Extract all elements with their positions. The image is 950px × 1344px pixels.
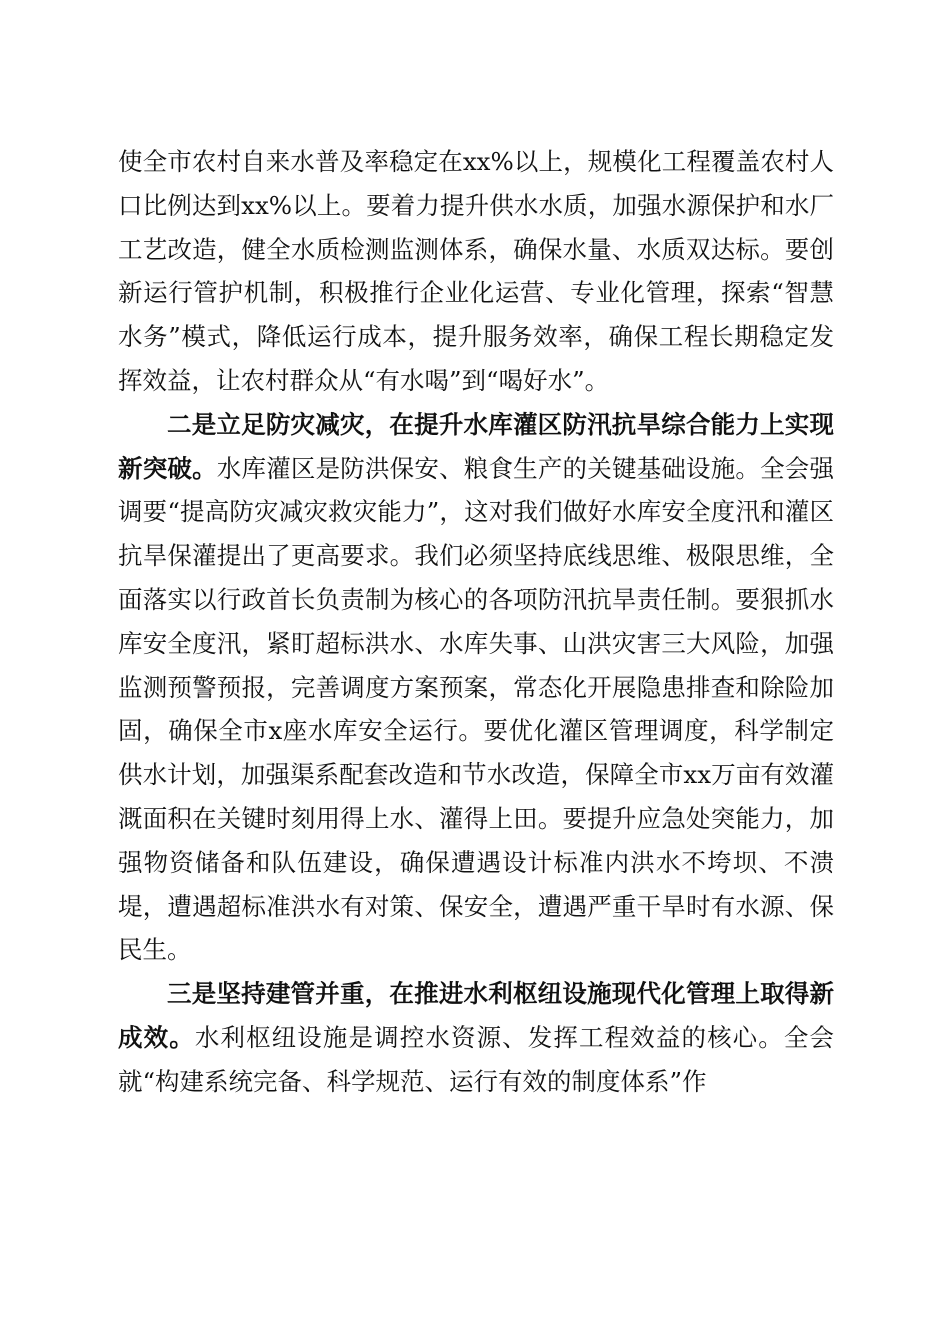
paragraph-body: 水利枢纽设施是调控水资源、发挥工程效益的核心。全会就“构建系统完备、科学规范、运行有效的制度体系”作 (118, 1022, 835, 1096)
paragraph-body: 水库灌区是防洪保安、粮食生产的关键基础设施。全会强调要“提高防灾减灾救灾能力”，这对我们做好水库安全度汛和灌区抗旱保灌提出了更高要求。我们必须坚持底线思维、极限思维，全面落实以行政首长负责制为核心的各项防汛抗旱责任制。要狠抓水库安全度汛，紧盯超标洪水、水库失事、山洪灾害三大风险，加强监测预警预报，完善调度方案预案，常态化开展隐患排查和除险加固，确保全市x座水库安全运行。要优化灌区管理调度，科学制定供水计划，加强渠系配套改造和节水改造，保障全市xx万亩有效灌溉面积在关键时刻用得上水、灌得上田。要提升应急处突能力，加强物资储备和队伍建设，确保遭遇设计标准内洪水不垮坝、不溃堤，遭遇超标准洪水有对策、保安全，遭遇严重干旱时有水源、保民生。 (118, 453, 835, 965)
document-body (118, 140, 834, 1104)
paragraph-hub-management (118, 972, 834, 1103)
paragraph-body: 使全市农村自来水普及率稳定在xx%以上，规模化工程覆盖农村人口比例达到xx%以上。要着力提升供水水质，加强水源保护和水厂工艺改造，健全水质检测监测体系，确保水量、水质双达标。要创新运行管护机制，积极推行企业化运营、专业化管理，探索“智慧水务”模式，降低运行成本，提升服务效率，确保工程长期稳定发挥效益，让农村群众从“有水喝”到“喝好水”。 (118, 147, 834, 395)
paragraph-lead: 二是立足防灾减灾，在提升水库灌区防汛抗旱综合能力上实现新突破。 (118, 409, 834, 483)
paragraph-disaster-prevention (118, 403, 834, 972)
paragraph-continuation (118, 140, 834, 403)
paragraph-lead: 三是坚持建管并重，在推进水利枢纽设施现代化管理上取得新成效。 (118, 979, 834, 1052)
